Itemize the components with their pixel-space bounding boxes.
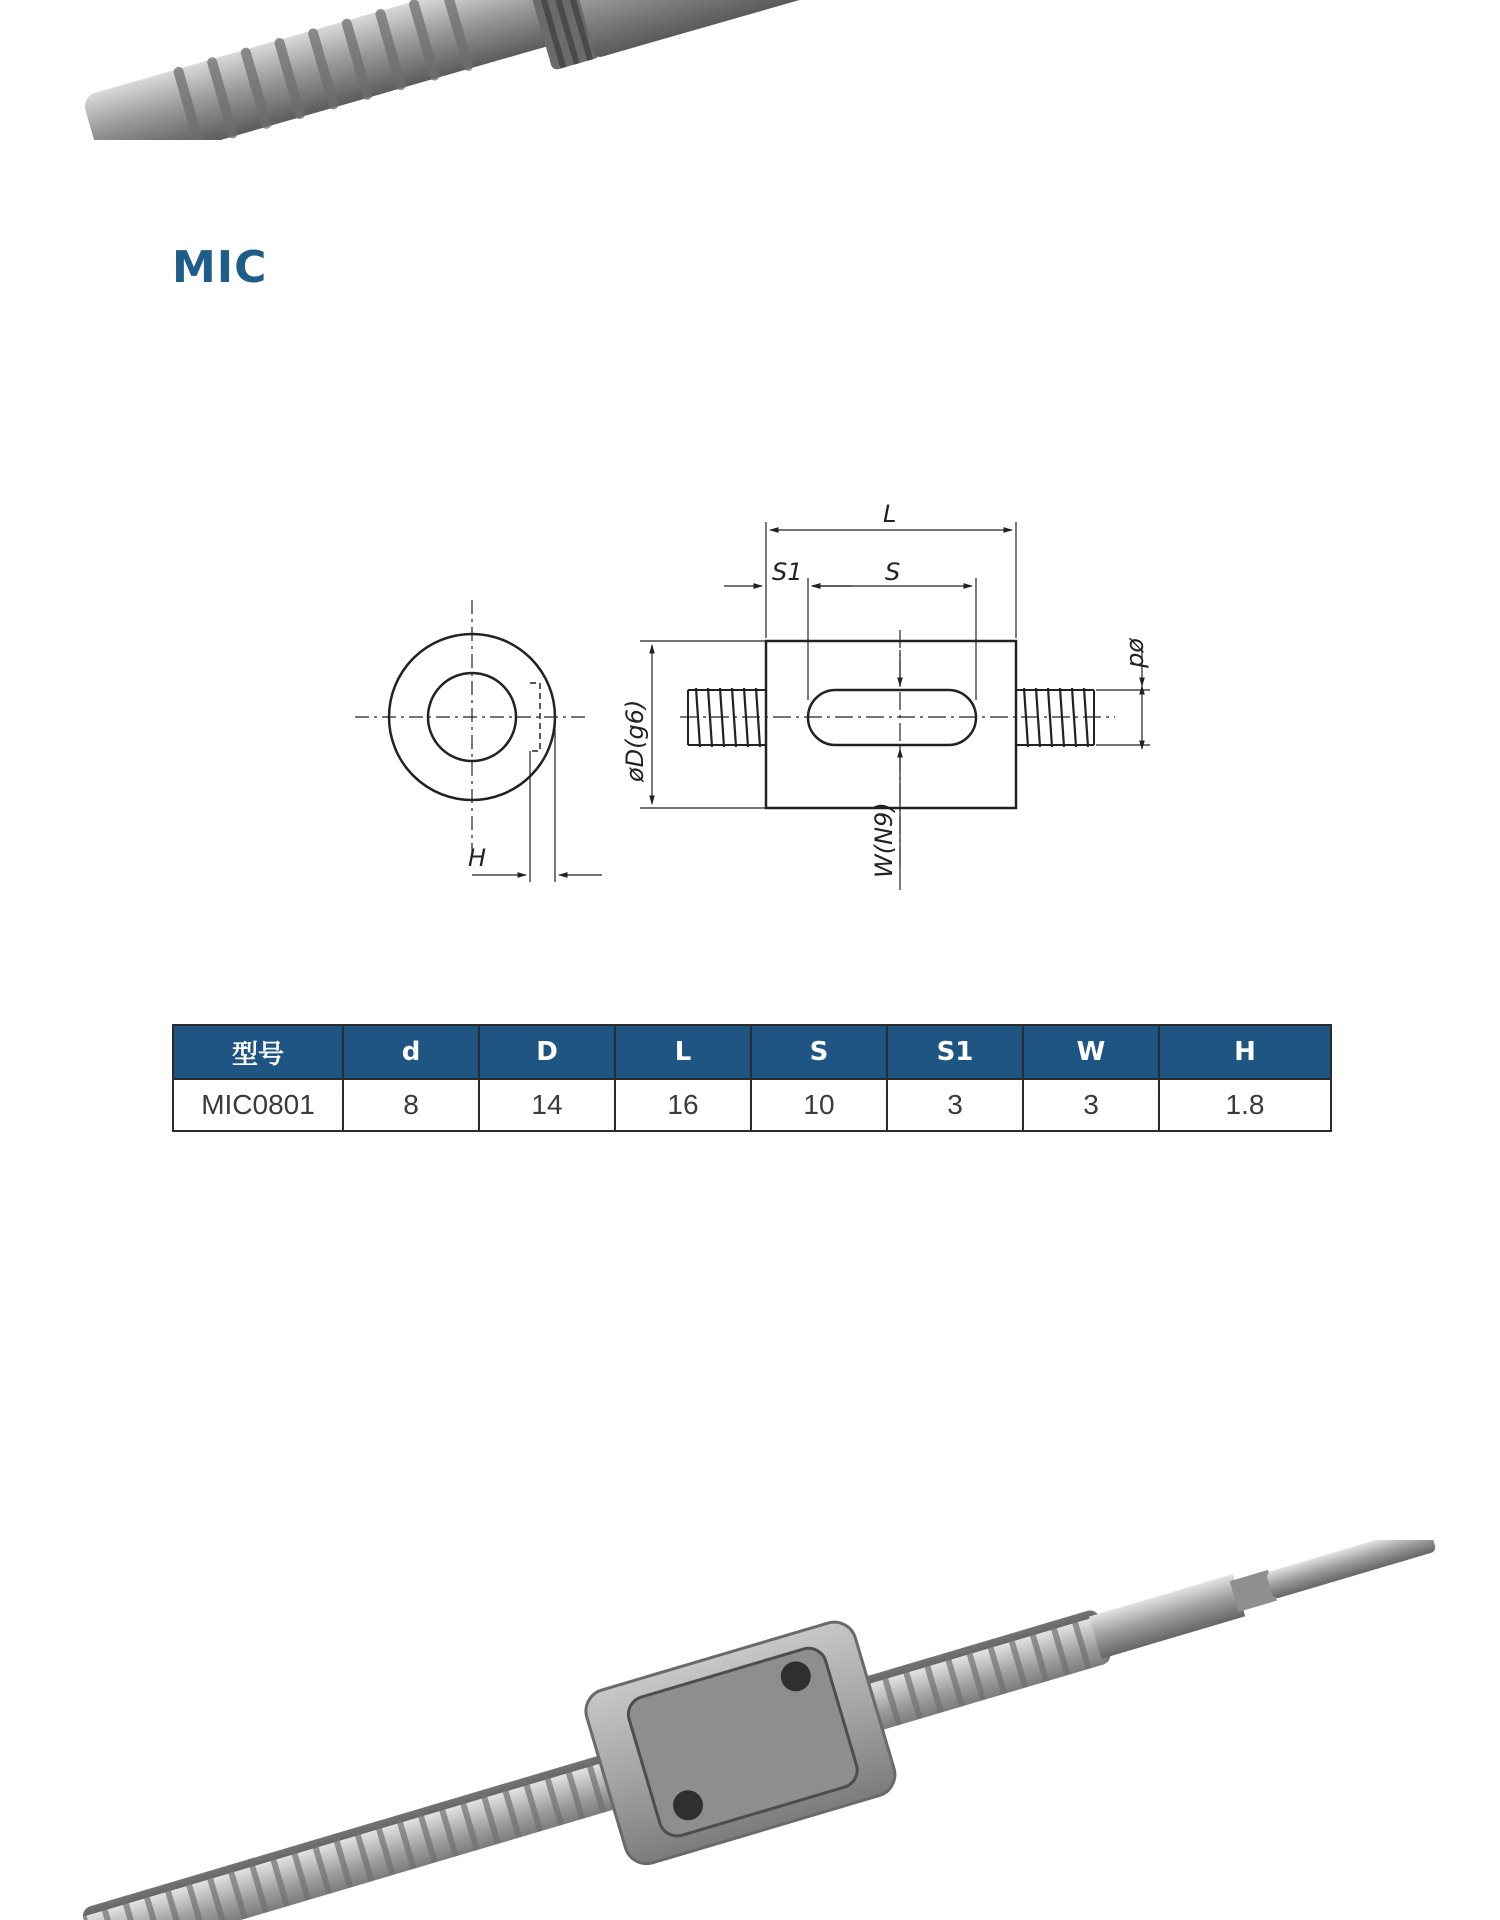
section-title: MIC [172, 242, 268, 293]
col-header-S1: S1 [887, 1025, 1023, 1079]
technical-drawing [340, 470, 1180, 900]
cell-L: 16 [615, 1079, 751, 1131]
end-view [355, 600, 602, 882]
cell-d: 8 [343, 1079, 479, 1131]
label-l: L [883, 500, 897, 528]
cell-W: 3 [1023, 1079, 1159, 1131]
label-s1: S1 [772, 558, 803, 586]
cell-S1: 3 [887, 1079, 1023, 1131]
spec-table [172, 1024, 1332, 1132]
side-view [621, 500, 1152, 890]
col-header-D: D [479, 1025, 615, 1079]
table-row [173, 1079, 1331, 1131]
cell-H: 1.8 [1159, 1079, 1331, 1131]
col-header-W: W [1023, 1025, 1159, 1079]
ball-screw-end-photo [0, 0, 1500, 140]
label-d-outer: øD(g6) [621, 699, 649, 782]
ball-screw-with-nut-photo [0, 1540, 1500, 1920]
label-s: S [885, 558, 901, 586]
col-header-H: H [1159, 1025, 1331, 1079]
cell-D: 14 [479, 1079, 615, 1131]
col-header-L: L [615, 1025, 751, 1079]
cell-model: MIC0801 [173, 1079, 343, 1131]
table-header-row [173, 1025, 1331, 1079]
col-header-S: S [751, 1025, 887, 1079]
label-w: W(N9) [870, 802, 898, 878]
col-header-model: 型号 [173, 1025, 343, 1079]
label-h: H [468, 844, 487, 872]
cell-S: 10 [751, 1079, 887, 1131]
col-header-d: d [343, 1025, 479, 1079]
label-d-shaft: ød [1124, 638, 1152, 668]
